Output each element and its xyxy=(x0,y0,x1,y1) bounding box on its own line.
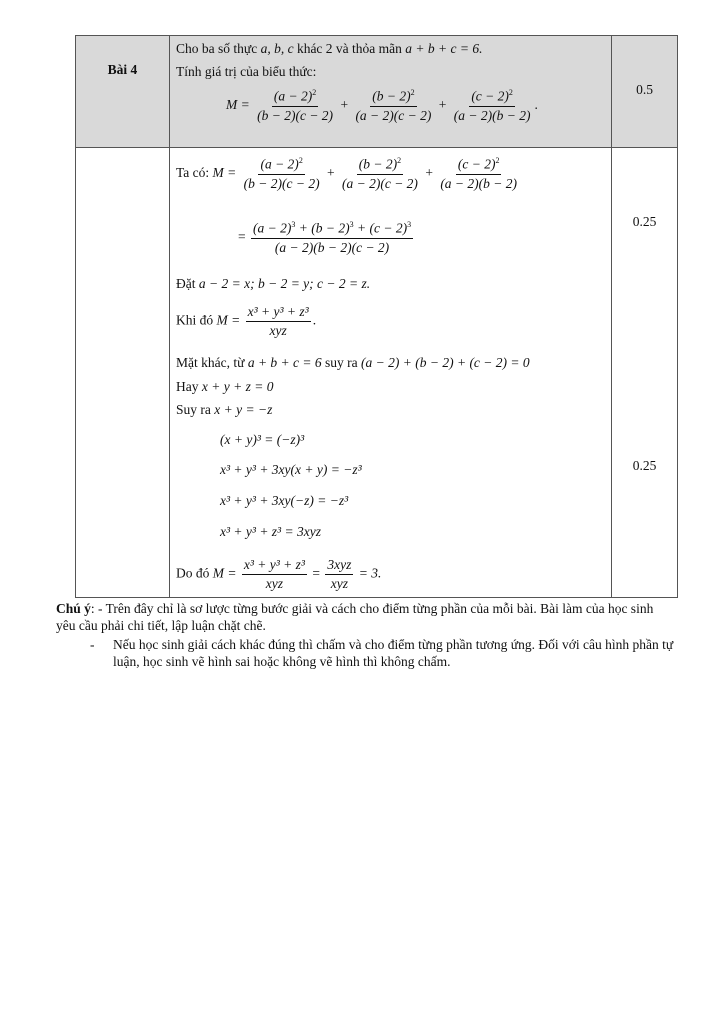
fraction-xyz xyxy=(246,304,311,339)
num-b: (b − 2) xyxy=(311,220,350,236)
sol-step-1: (x + y)³ = (−z)³ xyxy=(220,432,305,447)
exp: 3 xyxy=(407,220,412,229)
sol-hay xyxy=(176,379,273,395)
exp: 2 xyxy=(298,156,303,165)
math-hay: x + y + z = 0 xyxy=(201,379,274,394)
text-ta-co: Ta có: xyxy=(176,164,210,180)
period: . xyxy=(534,96,538,112)
text-khi-do: Khi đó xyxy=(176,312,214,328)
f3-den: (a − 2)(b − 2) xyxy=(453,107,531,123)
text-suy-ra: suy ra xyxy=(325,355,358,370)
dash-bullet: - xyxy=(90,637,95,652)
exp: 3 xyxy=(291,220,296,229)
problem-statement-cell xyxy=(170,36,612,148)
plus: + xyxy=(438,96,447,112)
fraction-combined: $\frac{(a - 2)^3 + (b - 2)^3 + (c - 2)^3}{(a - 2)(b - 2)(c - 2)}$ xyxy=(253,220,412,255)
sol-khi-do xyxy=(176,304,316,339)
math-suy-ra: x + y = −z xyxy=(214,402,273,417)
fraction-xyz-final xyxy=(242,557,307,592)
eq: = xyxy=(312,565,320,581)
problem-label: Bài 4 xyxy=(107,62,138,77)
score-part-2: 0.25 xyxy=(632,458,657,473)
sol-step-2: x³ + y³ + 3xy(x + y) = −z³ xyxy=(220,462,362,477)
f2-den: (a − 2)(c − 2) xyxy=(355,107,432,123)
text-mat-khac: Mặt khác, từ xyxy=(176,355,245,370)
exp: 2 xyxy=(397,156,402,165)
text-dat: Đặt xyxy=(176,276,196,291)
sol-dat xyxy=(176,276,370,292)
f2-num: (b − 2) xyxy=(372,88,411,104)
num-a: (a − 2) xyxy=(253,220,292,236)
plus: + xyxy=(425,164,433,180)
f2-den: (a − 2)(c − 2) xyxy=(341,175,418,191)
text-do-do: Do đó xyxy=(176,565,210,581)
f1-num: (a − 2) xyxy=(260,156,299,172)
num-c: (c − 2) xyxy=(369,220,408,236)
xyz-num: x³ + y³ + z³ xyxy=(242,557,307,575)
problem-row xyxy=(76,36,678,148)
math-M: M = xyxy=(212,164,237,180)
sol-mat-khac xyxy=(176,355,530,371)
exp: 2 xyxy=(410,88,415,97)
final-den: xyz xyxy=(330,576,348,591)
f1-den: (b − 2)(c − 2) xyxy=(257,107,334,123)
fraction-1 xyxy=(255,88,335,124)
math-sum: (a − 2) + (b − 2) + (c − 2) = 0 xyxy=(361,355,530,370)
exp: 2 xyxy=(312,88,317,97)
f3-num: (c − 2) xyxy=(457,156,496,172)
sol-do-do xyxy=(176,557,381,592)
text-mid: khác 2 và thỏa mãn xyxy=(296,41,402,56)
note-2 xyxy=(56,636,676,670)
score-problem: 0.5 xyxy=(636,82,653,97)
f1-den: (b − 2)(c − 2) xyxy=(243,175,320,191)
math-cond: a + b + c = 6 xyxy=(247,355,322,370)
chu-y-label: Chú ý xyxy=(56,601,91,616)
sol-step-4: x³ + y³ + z³ = 3xyz xyxy=(220,524,321,539)
sol-suy-ra xyxy=(176,402,272,418)
xyz-den: xyz xyxy=(269,323,287,338)
f3-den: (a − 2)(b − 2) xyxy=(440,175,518,191)
note-1-text: : - Trên đây chỉ là sơ lược từng bước giải và cách cho điểm từng phần của mỗi bài. Bài làm của học sinh yêu cầu phải chi tiết, lập luận chặt chẽ. xyxy=(56,601,654,633)
note-2-text: Nếu học sinh giải cách khác đúng thì chấm và cho điểm từng phần tương ứng. Đối với câu hình phần tự luận, học sinh vẽ hình sai hoặc không vẽ hình thì không chấm. xyxy=(113,637,674,669)
solution-table xyxy=(75,35,678,598)
exp: 2 xyxy=(495,156,500,165)
final-num: 3xyz xyxy=(325,557,353,575)
solution-cell xyxy=(170,148,612,598)
math-M: M = xyxy=(216,312,241,328)
problem-line-1 xyxy=(176,41,482,57)
solution-row xyxy=(76,148,678,598)
fraction-1 xyxy=(242,156,322,192)
math-M: M = xyxy=(212,565,237,581)
exp: 2 xyxy=(508,88,513,97)
problem-label-cell xyxy=(76,36,170,148)
notes-section xyxy=(56,600,676,670)
math-vars: a, b, c xyxy=(260,41,294,56)
period: . xyxy=(312,312,317,328)
exp: 3 xyxy=(349,220,354,229)
final-result: = 3. xyxy=(358,565,382,581)
plus: + xyxy=(326,164,335,180)
fraction-2 xyxy=(353,88,433,124)
note-1 xyxy=(56,600,676,634)
problem-line-2: Tính giá trị của biểu thức: xyxy=(176,64,317,79)
eq: = xyxy=(238,228,246,244)
fraction-2 xyxy=(340,156,420,192)
xyz-num: x³ + y³ + z³ xyxy=(246,304,311,322)
comb-den: (a − 2)(b − 2)(c − 2) xyxy=(274,239,390,255)
math-condition: a + b + c = 6. xyxy=(405,41,483,56)
xyz-den: xyz xyxy=(265,576,284,591)
score-part-1: 0.25 xyxy=(632,214,657,229)
math-M: M = xyxy=(226,96,250,112)
fraction-3 xyxy=(452,88,533,124)
f1-num: (a − 2) xyxy=(273,88,313,104)
sol-combined xyxy=(238,220,415,256)
f3-num: (c − 2) xyxy=(471,88,509,104)
expression-M xyxy=(226,88,538,124)
text-hay: Hay xyxy=(176,379,199,394)
problem-score-cell xyxy=(612,36,678,148)
fraction-3xyz xyxy=(325,557,353,592)
f2-num: (b − 2) xyxy=(358,156,398,172)
fraction-3 xyxy=(438,156,519,192)
text-suy-ra: Suy ra xyxy=(176,402,211,417)
empty-label-cell xyxy=(76,148,170,598)
sol-ta-co xyxy=(176,156,521,192)
sol-step-3: x³ + y³ + 3xy(−z) = −z³ xyxy=(220,493,349,508)
text-prefix: Cho ba số thực xyxy=(176,41,258,56)
solution-score-cell xyxy=(612,148,678,598)
plus: + xyxy=(340,96,349,112)
math-dat: a − 2 = x; b − 2 = y; c − 2 = z. xyxy=(198,276,371,291)
